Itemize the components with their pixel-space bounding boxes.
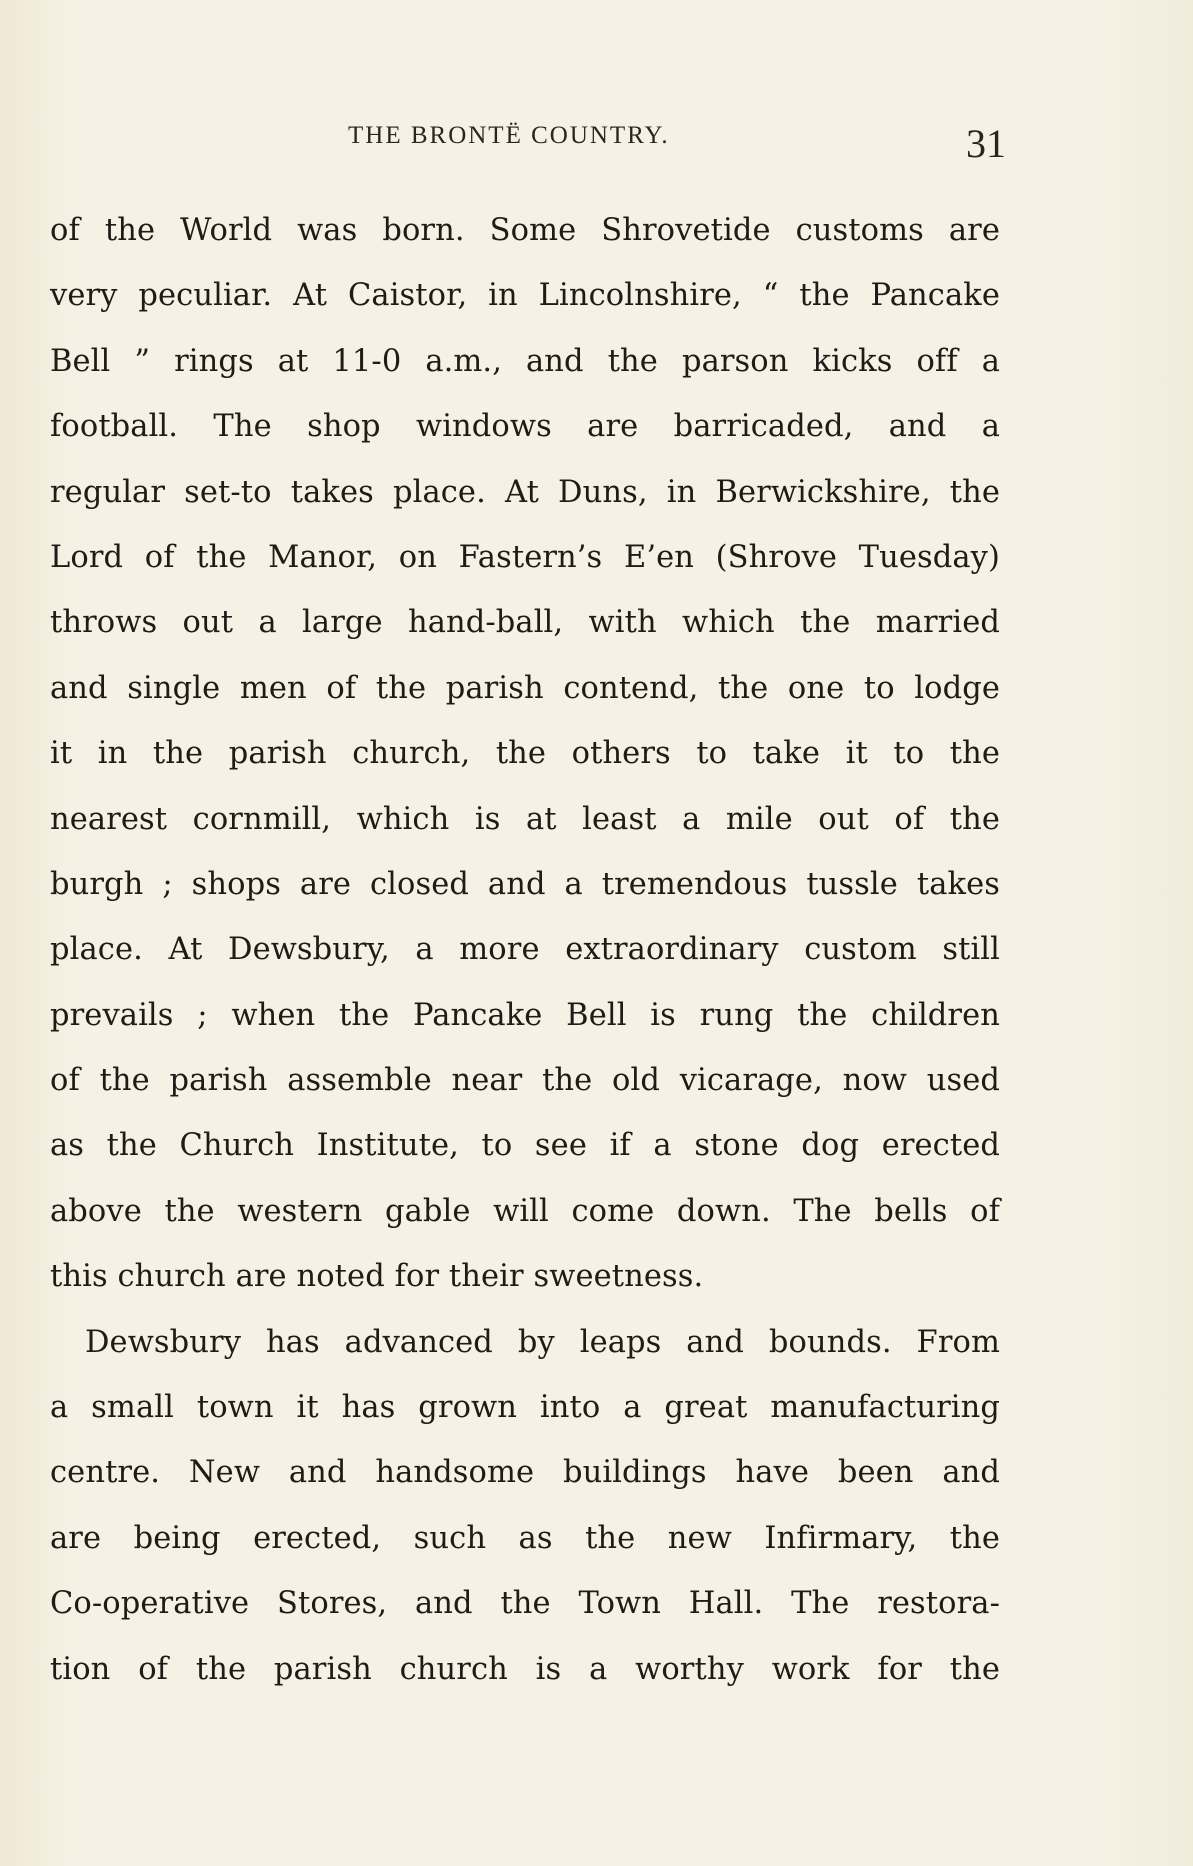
text-line: football. The shop windows are barricaded, and a xyxy=(50,409,1000,445)
text-line: very peculiar. At Caistor, in Lincolnshire, “ the Pancake xyxy=(50,278,1000,314)
text-line: are being erected, such as the new Infirmary, the xyxy=(50,1520,1000,1556)
text-line: centre. New and handsome buildings have been and xyxy=(50,1455,1000,1491)
text-line: of the parish assemble near the old vicarage, now used xyxy=(50,1063,1000,1099)
text-line: throws out a large hand-ball, with which the married xyxy=(50,605,1000,641)
text-line: prevails ; when the Pancake Bell is rung the children xyxy=(50,997,1000,1033)
text-line: Bell ” rings at 11-0 a.m., and the parson kicks off a xyxy=(50,343,1000,379)
page-number: 31 xyxy=(966,121,1006,166)
text-line: it in the parish church, the others to take it to the xyxy=(50,736,1000,772)
text-line: nearest cornmill, which is at least a mile out of the xyxy=(50,801,1000,837)
text-line: tion of the parish church is a worthy work for the xyxy=(50,1651,1000,1687)
text-line: and single men of the parish contend, the one to lodge xyxy=(50,670,1000,706)
paragraph-start-line: Dewsbury has advanced by leaps and bounds. From xyxy=(85,1324,1000,1360)
text-line: regular set-to takes place. At Duns, in Berwickshire, the xyxy=(50,474,1000,510)
text-line: as the Church Institute, to see if a stone dog erected xyxy=(50,1128,1000,1164)
body-text xyxy=(50,198,1000,1702)
text-line: above the western gable will come down. The bells of xyxy=(50,1193,1000,1229)
text-line: burgh ; shops are closed and a tremendous tussle takes xyxy=(50,866,1000,902)
running-title: THE BRONTË COUNTRY. xyxy=(348,122,670,149)
text-line: of the World was born. Some Shrovetide customs are xyxy=(50,213,1000,248)
text-line: a small town it has grown into a great manufacturing xyxy=(50,1390,1000,1426)
text-line: place. At Dewsbury, a more extraordinary custom still xyxy=(50,932,1000,968)
text-line: Co-operative Stores, and the Town Hall. The restora- xyxy=(50,1586,1000,1622)
paragraph-end-line: this church are noted for their sweetness. xyxy=(50,1259,704,1295)
text-line: Lord of the Manor, on Fastern’s E’en (Shrove Tuesday) xyxy=(50,539,1000,575)
